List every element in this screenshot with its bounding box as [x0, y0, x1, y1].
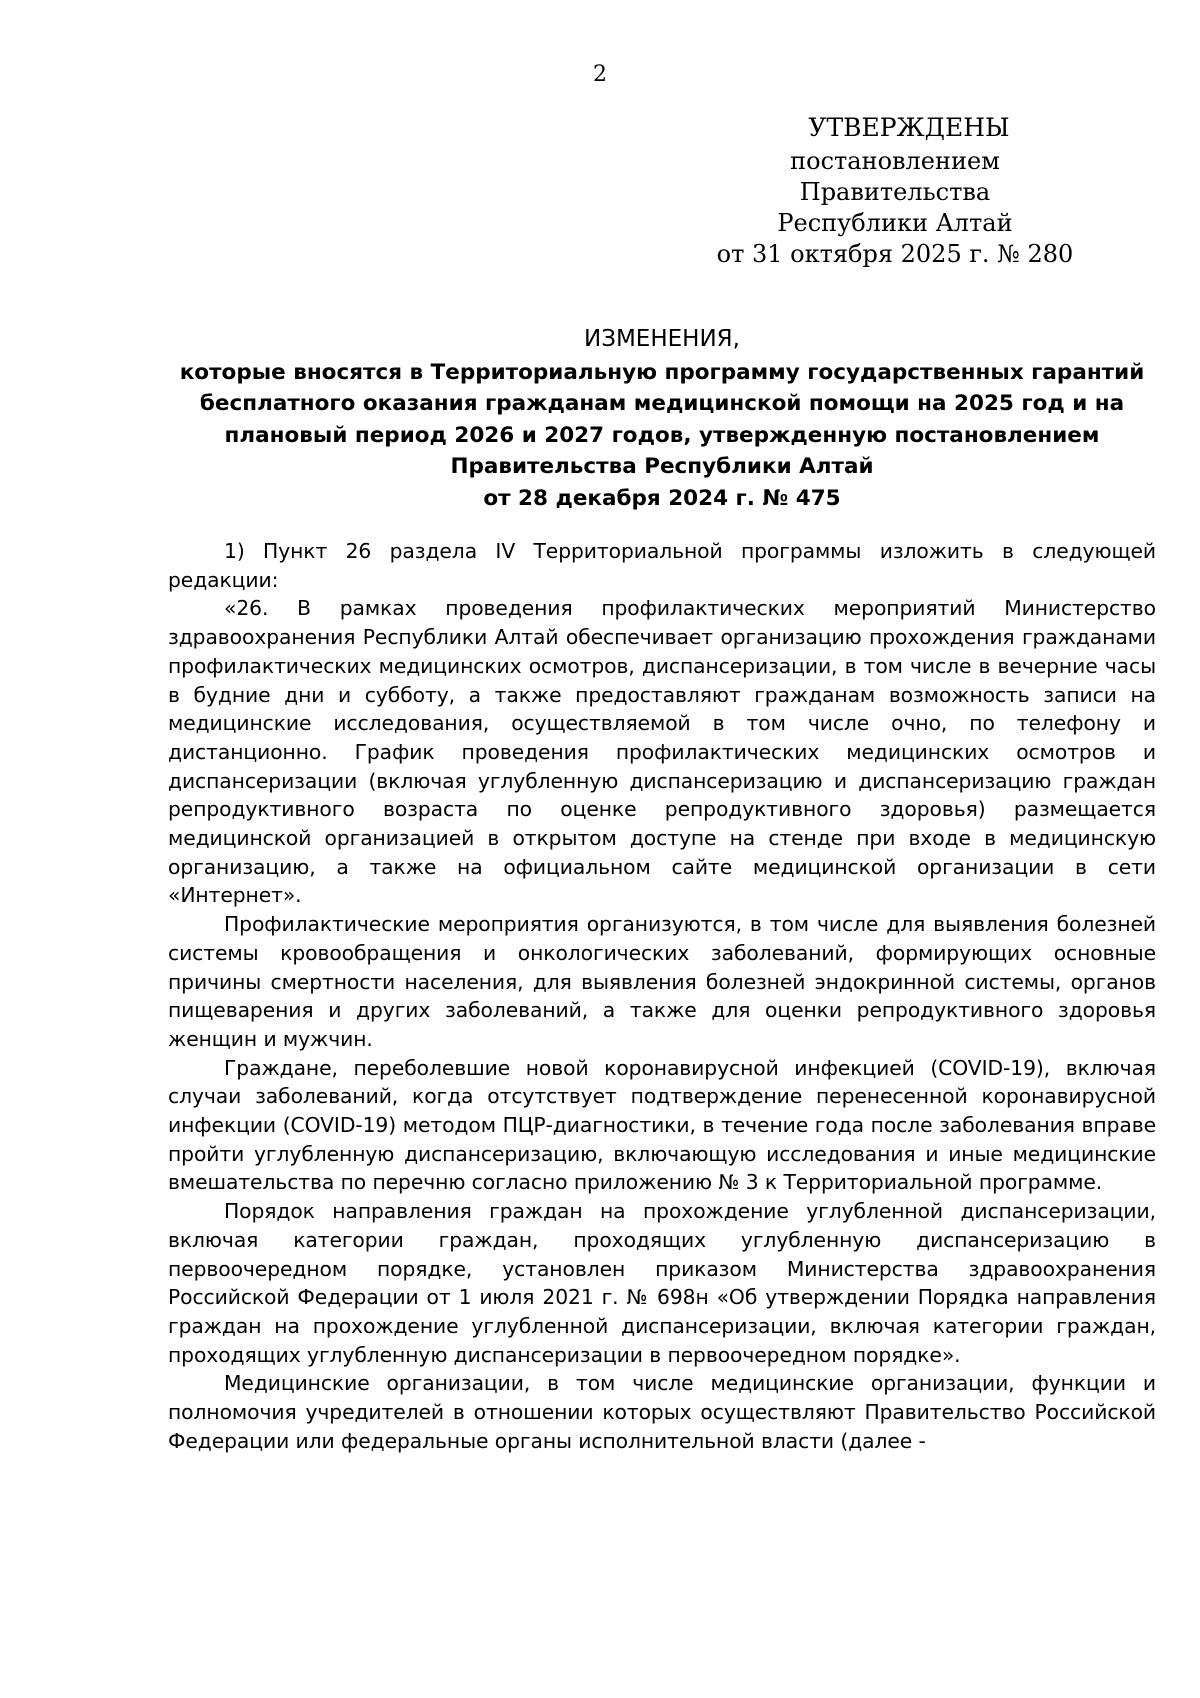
paragraph-referral-procedure: Порядок направления граждан на прохождение углубленной диспансеризации, включая категории граждан, проходящих углубленную диспансеризацию в первоочередном порядке, установлен приказом Министерства здравоохранения Российской Федерации от 1 июля 2021 г. № 698н «Об утверждении Порядка направления граждан на прохождение углубленной диспансеризации, включая категории граждан, проходящих углубленную диспансеризации в первоочередном порядке».: [168, 1199, 1156, 1367]
paragraph-item-26: «26. В рамках проведения профилактических мероприятий Министерство здравоохранения Республики Алтай обеспечивает организацию прохождения гражданами профилактических медицинских осмотров, диспансеризации, в том числе в вечерние часы в будние дни и субботу, а также предоставляют гражданам возможность записи на медицинские исследования, осуществляемой в том числе очно, по телефону и дистанционно. График проведения профилактических медицинских осмотров и диспансеризации (включая углубленную диспансеризацию и диспансеризацию граждан репродуктивного возраста по оценке репродуктивного здоровья) размещается медицинской организацией в открытом доступе на стенде при входе в медицинскую организацию, а также на официальном сайте медицинской организации в сети «Интернет».: [168, 596, 1156, 908]
document-title: [168, 324, 1156, 514]
paragraph-amendment-1: 1) Пункт 26 раздела IV Территориальной программы изложить в следующей редакции:: [168, 539, 1156, 592]
title-date-line: от 28 декабря 2024 г. № 475: [483, 485, 841, 511]
document-body: [168, 537, 1156, 1456]
page-number: 2: [593, 62, 607, 87]
paragraph-medical-organizations: Медицинские организации, в том числе медицинские организации, функции и полномочия учредителей в отношении которых осуществляют Правительство Российской Федерации или федеральные органы исполнительной власти (далее -: [168, 1371, 1156, 1453]
approval-line-decree: постановлением Правительства: [790, 147, 1000, 206]
title-subtitle: которые вносятся в Территориальную программу государственных гарантий бесплатного оказания гражданам медицинской помощи на 2025 год и на плановый период 2026 и 2027 годов, утвержденную постановлением Правительства Республики Алтай: [179, 359, 1145, 479]
title-heading: ИЗМЕНЕНИЯ,: [584, 326, 740, 352]
approval-line-republic: Республики Алтай: [777, 209, 1013, 237]
approval-line-date: от 31 октября 2025 г. № 280: [716, 240, 1074, 268]
approval-stamp: УТВЕРЖДЕНЫ: [808, 113, 1010, 142]
paragraph-covid: Граждане, переболевшие новой коронавирусной инфекцией (COVID-19), включая случаи заболеваний, когда отсутствует подтверждение перенесенной коронавирусной инфекции (COVID-19) методом ПЦР-диагностики, в течение года после заболевания вправе пройти углубленную диспансеризацию, включающую исследования и иные медицинские вмешательства по перечню согласно приложению № 3 к Территориальной программе.: [168, 1055, 1156, 1195]
approval-block: [700, 112, 1090, 270]
paragraph-preventive-measures: Профилактические мероприятия организуются, в том числе для выявления болезней системы кровообращения и онкологических заболеваний, формирующих основные причины смертности населения, для выявления болезней эндокринной системы, органов пищеварения и других заболеваний, а также для оценки репродуктивного здоровья женщин и мужчин.: [168, 912, 1156, 1051]
